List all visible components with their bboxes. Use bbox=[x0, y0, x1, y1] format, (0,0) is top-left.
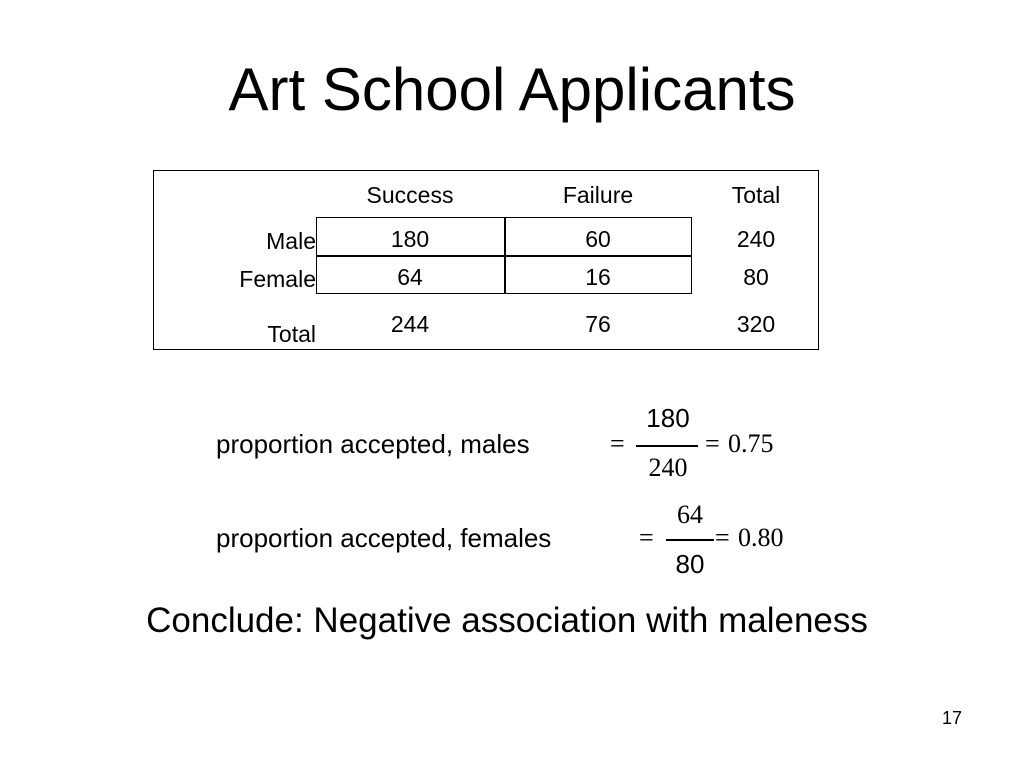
equation-females-result: 0.80 bbox=[738, 523, 784, 552]
column-header-failure: Failure bbox=[562, 182, 634, 208]
cell-female-total: 80 bbox=[743, 264, 769, 290]
equation-females-denominator: 80 bbox=[675, 549, 705, 579]
equation-males-label: proportion accepted, males bbox=[216, 429, 530, 459]
row-label-total: Total bbox=[267, 321, 316, 347]
equation-males-numerator: 180 bbox=[646, 403, 690, 433]
equation-males-denominator: 240 bbox=[648, 453, 688, 482]
page-number: 17 bbox=[941, 708, 962, 728]
cell-female-success: 64 bbox=[397, 264, 423, 290]
row-label-female: Female bbox=[239, 266, 316, 292]
equation-females-equals-1: = bbox=[639, 523, 654, 552]
row-label-male: Male bbox=[266, 228, 316, 254]
equation-males-equals-2: = bbox=[705, 429, 720, 458]
cell-male-success: 180 bbox=[390, 226, 430, 252]
equation-females-numerator: 64 bbox=[677, 500, 703, 529]
equation-males-equals-1: = bbox=[610, 429, 625, 458]
cell-female-failure: 16 bbox=[585, 264, 611, 290]
equation-males-result: 0.75 bbox=[728, 429, 774, 458]
equation-females-equals-2: = bbox=[715, 523, 730, 552]
equation-males-fraction-bar bbox=[636, 445, 698, 447]
cell-male-total: 240 bbox=[736, 226, 776, 252]
cell-total-failure: 76 bbox=[585, 311, 611, 337]
slide-title: Art School Applicants bbox=[228, 56, 796, 123]
column-header-total: Total bbox=[731, 182, 781, 208]
cell-male-failure: 60 bbox=[585, 226, 611, 252]
equation-females-label: proportion accepted, females bbox=[216, 523, 552, 553]
cell-total-success: 244 bbox=[390, 311, 430, 337]
column-header-success: Success bbox=[366, 182, 454, 208]
equation-females-fraction-bar bbox=[666, 539, 714, 541]
cell-total-total: 320 bbox=[736, 311, 776, 337]
table-horizontal-divider bbox=[316, 255, 692, 257]
conclusion-text: Conclude: Negative association with maleness bbox=[146, 601, 868, 640]
